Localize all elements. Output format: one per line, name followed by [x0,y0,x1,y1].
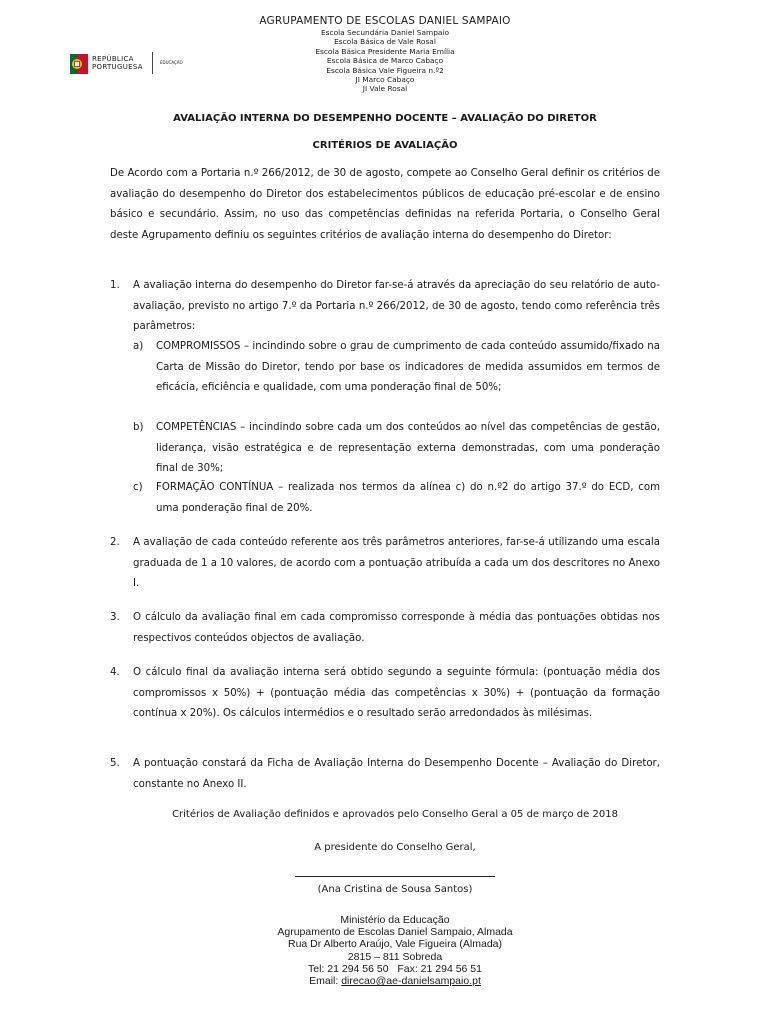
signer-role: A presidente do Conselho Geral, [314,842,476,853]
school-name: Escola Básica de Vale Rosal [334,37,436,47]
logo-text: REPÚBLICA PORTUGUESA [92,55,143,71]
item-text: A avaliação de cada conteúdo referente aos três parâmetros anteriores, far-se-á utilizando uma escala graduada de 1 a 10 valores, de acordo com a pontuação atribuída a cada um dos descritores no Anexo I. [133,537,660,590]
letterhead [0,15,770,94]
intro-paragraph: De Acordo com a Portaria n.º 266/2012, de 30 de agosto, compete ao Conselho Geral definir os critérios de avaliação do desempenho do Diretor dos estabelecimentos públicos de educação pré-escolar e de ensino básico e secundário. Assim, no uso das competências definidas na referida Portaria, o Conselho Geral deste Agrupamento definiu os seguintes critérios de avaliação interna do desempenho do Diretor: [110,168,660,241]
footer-group: Agrupamento de Escolas Daniel Sampaio, Almada [277,926,513,939]
signer-name: (Ana Cristina de Sousa Santos) [317,884,473,895]
footer-ministry: Ministério da Educação [340,914,450,926]
document-subtitle: CRITÉRIOS DE AVALIAÇÃO [312,140,458,151]
school-name: Escola Básica Vale Figueira n.º2 [326,65,444,75]
school-name: Escola Básica Presidente Maria Emília [315,46,455,56]
footer-postal-code: 2815 – 811 Sobreda [347,950,443,963]
footer [0,914,770,987]
item-number: 4. [110,667,120,678]
approval-statement: Critérios de Avaliação definidos e aprovados pelo Conselho Geral a 05 de março de 2018 [172,809,618,820]
footer-phone-fax: Tel: 21 294 56 50 Fax: 21 294 56 51 [308,962,482,975]
item-number: 2. [110,537,120,548]
item-text: A pontuação constará da Ficha de Avaliação Interna do Desempenho Docente – Avaliação do Diretor, constante no Anexo II. [133,758,660,790]
school-name: Escola Básica de Marco Cabaço [326,56,444,66]
subitem-text: COMPETÊNCIAS – incindindo sobre cada um dos conteúdos ao nível das competências de gestão, liderança, visão estratégica e de representação externa demonstradas, com uma ponderação final de 30%; [156,422,660,475]
item-text: O cálculo da avaliação final em cada compromisso corresponde à média das pontuações obtidas nos respectivos conteúdos objectos de avaliação. [133,612,660,644]
item-number: 3. [110,612,120,623]
document-title: AVALIAÇÃO INTERNA DO DESEMPENHO DOCENTE – AVALIAÇÃO DO DIRETOR [173,113,597,124]
signature-line [295,876,495,877]
footer-email-label: Email: [309,975,342,988]
subitem-text: FORMAÇÃO CONTÍNUA – realizada nos termos da alínea c) do n.º2 do artigo 37.º do ECD, com uma ponderação final de 20%. [156,482,660,514]
subitem-label: c) [133,482,143,493]
footer-address: Rua Dr Alberto Araújo, Vale Figueira (Almada) [288,938,502,951]
school-name: Escola Secundária Daniel Sampaio [320,28,450,37]
item-number: 1. [110,280,120,291]
group-name: AGRUPAMENTO DE ESCOLAS DANIEL SAMPAIO [259,15,511,27]
item-number: 5. [110,758,120,769]
subitem-text: COMPROMISSOS – incindindo sobre o grau de cumprimento de cada conteúdo assumido/fixado na Carta de Missão do Diretor, tendo por base os indicadores de medida assumidos em termos de eficácia, eficiência e qualidade, com uma ponderação final de 50%; [156,341,660,394]
subitem-label: b) [133,422,144,433]
subitem-label: a) [133,341,144,352]
logo-education-text: EDUCAÇÃO [160,60,183,65]
item-text: O cálculo final da avaliação interna será obtido segundo a seguinte fórmula: (pontuação média dos compromissos x 50%) + (pontuação média das competências x 30%) + (pontuação da formação contínua x 20%). Os cálculos intermédios e o resultado serão arredondados às milésimas. [133,667,660,720]
school-name: JI Marco Cabaço [355,75,415,85]
email-link[interactable]: direcao@ae-danielsampaio.pt [341,975,481,988]
school-name: JI Vale Rosal [362,84,408,94]
item-text: A avaliação interna do desempenho do Diretor far-se-á através da apreciação do seu relatório de auto-avaliação, previsto no artigo 7.º da Portaria n.º 266/2012, de 30 de agosto, tendo como referência três parâmetros: [133,280,660,333]
footer-email-line [0,975,770,987]
